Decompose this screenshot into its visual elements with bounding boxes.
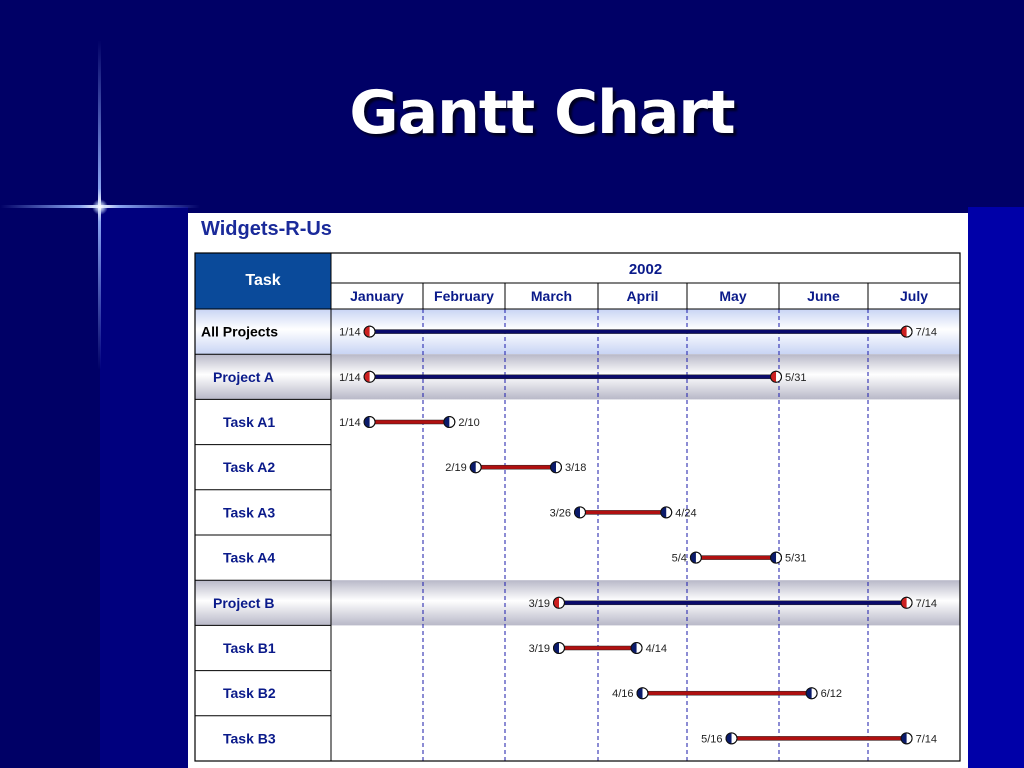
end-date-label: 7/14 xyxy=(915,597,938,610)
end-marker xyxy=(901,326,912,337)
task-bar xyxy=(580,510,666,514)
end-marker xyxy=(771,371,782,382)
month-label: June xyxy=(807,288,840,304)
end-marker xyxy=(631,643,642,654)
start-date-label: 1/14 xyxy=(339,417,361,429)
end-date-label: 6/12 xyxy=(820,688,843,701)
end-date-label: 3/18 xyxy=(565,462,587,475)
start-marker xyxy=(364,326,375,337)
end-date-label: 2/10 xyxy=(458,417,480,429)
start-marker xyxy=(637,688,648,699)
task-bar xyxy=(370,420,450,424)
start-marker xyxy=(575,507,586,518)
month-label: May xyxy=(719,288,747,304)
row-label: Task A2 xyxy=(223,459,276,476)
row-label: Task B2 xyxy=(223,685,276,702)
end-date-label: 4/14 xyxy=(645,643,667,655)
month-label: January xyxy=(350,288,404,304)
start-date-label: 5/16 xyxy=(701,733,723,746)
task-bar xyxy=(643,691,812,695)
row-label: Task A4 xyxy=(223,549,276,566)
end-date-label: 7/14 xyxy=(915,326,938,339)
start-date-label: 1/14 xyxy=(339,326,361,339)
summary-bar xyxy=(559,601,907,605)
row-label: Task B3 xyxy=(223,730,276,747)
start-date-label: 3/19 xyxy=(528,643,550,655)
end-date-label: 5/31 xyxy=(785,371,807,384)
summary-bar xyxy=(370,375,776,379)
start-marker xyxy=(470,462,481,473)
row-label: Task B1 xyxy=(223,640,276,656)
end-marker xyxy=(901,733,912,744)
end-marker xyxy=(661,507,672,518)
slide-title: Gantt Chart xyxy=(349,78,735,148)
start-marker xyxy=(364,417,375,428)
start-date-label: 4/16 xyxy=(612,688,634,701)
end-date-label: 4/24 xyxy=(675,507,697,520)
task-bar xyxy=(732,736,907,740)
start-date-label: 2/19 xyxy=(445,462,467,475)
task-header-label: Task xyxy=(245,272,281,289)
row-label: Task A1 xyxy=(223,414,276,430)
start-date-label: 1/14 xyxy=(339,371,361,384)
month-label: April xyxy=(626,288,659,304)
start-date-label: 3/26 xyxy=(549,507,571,520)
row-label: Project A xyxy=(213,368,274,385)
end-date-label: 5/31 xyxy=(785,552,807,565)
chart-title: Widgets-R-Us xyxy=(201,218,332,240)
end-marker xyxy=(444,417,455,428)
task-bar xyxy=(696,556,776,560)
end-marker xyxy=(771,552,782,563)
start-marker xyxy=(554,643,565,654)
month-label: March xyxy=(530,288,573,304)
year-header: 2002 xyxy=(628,261,663,278)
month-label: February xyxy=(434,288,494,304)
summary-bar xyxy=(370,330,907,334)
end-marker xyxy=(806,688,817,699)
end-marker xyxy=(901,597,912,608)
end-date-label: 7/14 xyxy=(915,733,938,746)
start-date-label: 3/19 xyxy=(528,597,550,610)
start-date-label: 5/4 xyxy=(671,552,687,565)
start-marker xyxy=(726,733,737,744)
start-marker xyxy=(690,552,701,563)
month-label: July xyxy=(899,288,929,304)
start-marker xyxy=(364,371,375,382)
task-bar xyxy=(559,646,637,650)
end-marker xyxy=(551,462,562,473)
task-bar xyxy=(476,465,556,469)
row-label: Project B xyxy=(213,594,275,611)
start-marker xyxy=(554,597,565,608)
row-label: All Projects xyxy=(201,323,279,340)
row-label: Task A3 xyxy=(223,504,276,521)
